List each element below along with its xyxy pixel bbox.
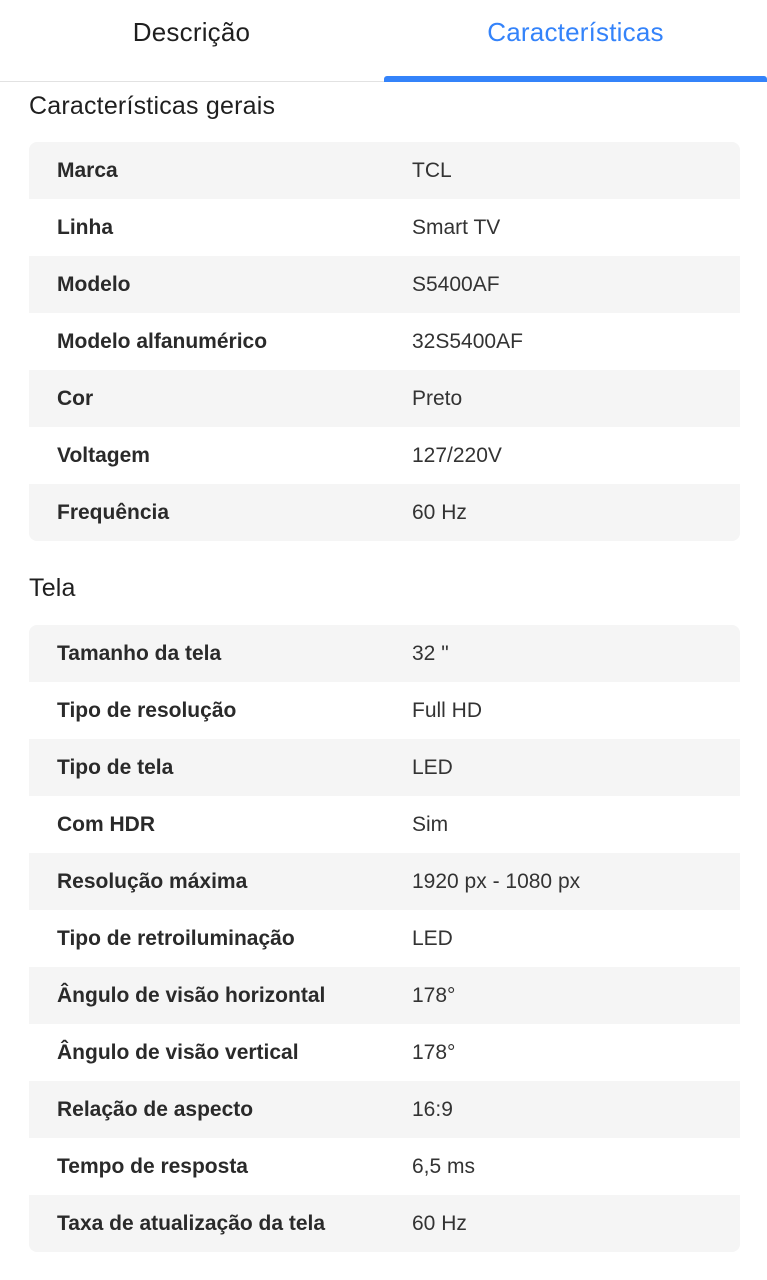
spec-value: Preto: [412, 386, 463, 410]
table-row: [29, 682, 740, 739]
section-title-general: Características gerais: [29, 92, 276, 120]
table-row: [29, 739, 740, 796]
spec-label: Taxa de atualização da tela: [57, 1211, 326, 1235]
spec-value: 60 Hz: [412, 500, 467, 524]
spec-label: Ângulo de visão vertical: [57, 1040, 299, 1064]
table-row: [29, 910, 740, 967]
spec-value: LED: [412, 926, 453, 950]
tab-description[interactable]: [0, 0, 383, 82]
spec-value: 6,5 ms: [412, 1154, 476, 1178]
spec-label: Ângulo de visão horizontal: [57, 983, 326, 1007]
spec-value: 178°: [412, 983, 456, 1007]
table-row: [29, 427, 740, 484]
table-row: [29, 625, 740, 682]
spec-label: Tipo de resolução: [57, 698, 237, 722]
table-row: [29, 853, 740, 910]
table-row: [29, 484, 740, 541]
spec-value: 178°: [412, 1040, 456, 1064]
active-tab-indicator: [384, 76, 767, 82]
table-row: [29, 142, 740, 199]
spec-label: Frequência: [57, 500, 170, 524]
spec-value: Full HD: [412, 698, 483, 722]
spec-label: Voltagem: [57, 443, 150, 467]
tab-features[interactable]: [384, 0, 767, 82]
table-row: [29, 370, 740, 427]
spec-value: S5400AF: [412, 272, 500, 296]
spec-label: Relação de aspecto: [57, 1097, 254, 1121]
spec-value: 127/220V: [412, 443, 502, 467]
spec-label: Linha: [57, 215, 113, 239]
tab-features-label: Características: [487, 17, 664, 47]
table-row: [29, 199, 740, 256]
spec-label: Tipo de retroiluminação: [57, 926, 295, 950]
spec-value: 16:9: [412, 1097, 453, 1121]
table-row: [29, 256, 740, 313]
tab-description-label: Descrição: [132, 17, 251, 47]
tab-bar: [0, 0, 767, 82]
section-title-screen: Tela: [29, 574, 76, 602]
spec-label: Tipo de tela: [57, 755, 174, 779]
table-row: [29, 1195, 740, 1252]
table-row: [29, 967, 740, 1024]
table-row: [29, 796, 740, 853]
spec-label: Modelo alfanumérico: [57, 329, 268, 353]
table-row: [29, 313, 740, 370]
spec-value: TCL: [412, 158, 452, 182]
spec-value: 1920 px - 1080 px: [412, 869, 581, 893]
table-row: [29, 1024, 740, 1081]
spec-table-screen: [29, 625, 740, 1252]
spec-value: Smart TV: [412, 215, 501, 239]
spec-label: Tamanho da tela: [57, 641, 222, 665]
spec-value: LED: [412, 755, 453, 779]
spec-value: Sim: [412, 812, 449, 836]
spec-table-general: [29, 142, 740, 541]
spec-label: Resolução máxima: [57, 869, 248, 893]
spec-label: Marca: [57, 158, 118, 182]
spec-label: Cor: [57, 386, 94, 410]
spec-label: Tempo de resposta: [57, 1154, 248, 1178]
spec-label: Com HDR: [57, 812, 155, 836]
spec-label: Modelo: [57, 272, 131, 296]
spec-value: 32 ": [412, 641, 449, 665]
spec-value: 60 Hz: [412, 1211, 467, 1235]
table-row: [29, 1081, 740, 1138]
spec-value: 32S5400AF: [412, 329, 523, 353]
table-row: [29, 1138, 740, 1195]
